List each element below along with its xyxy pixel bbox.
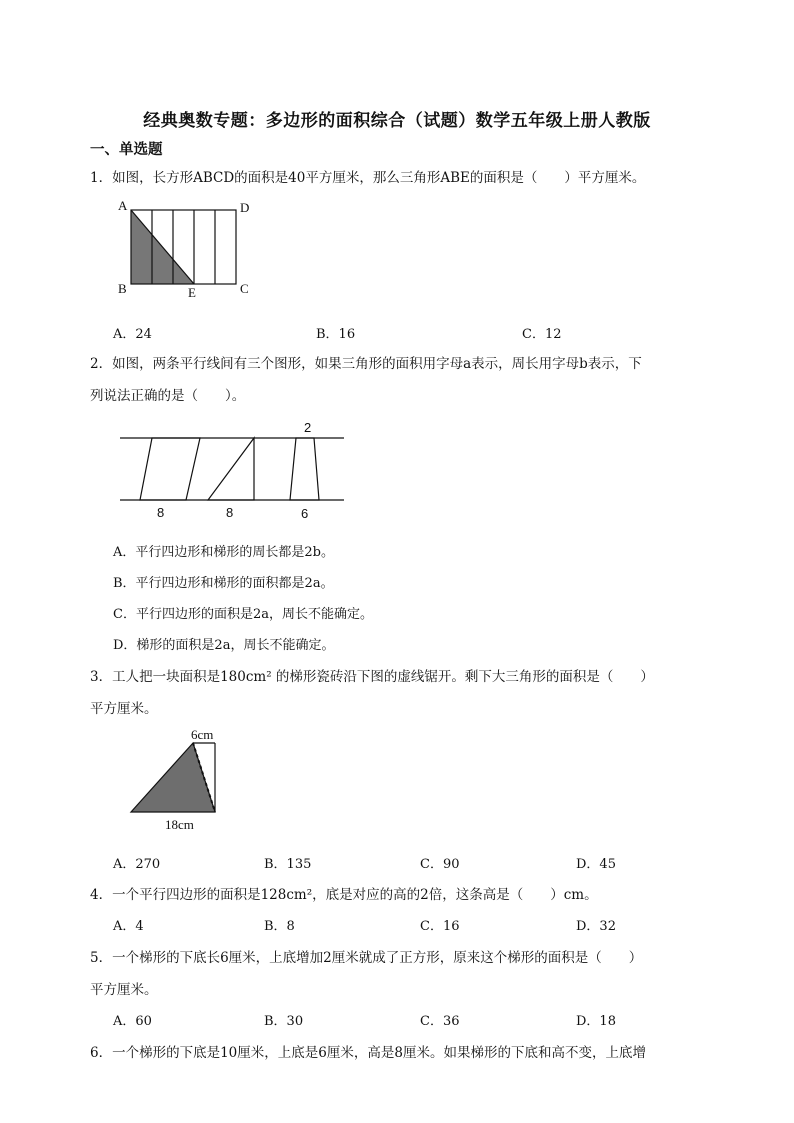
question-4-text: 4．一个平行四边形的面积是128cm²，底是对应的高的2倍，这条高是（ ）cm。 [90, 887, 598, 903]
q2-option-d[interactable]: D．梯形的面积是2a，周长不能确定。 [113, 638, 335, 653]
q4-option-a[interactable]: A．4 [113, 919, 144, 934]
label-d: D [240, 200, 250, 215]
label-parallelogram-base: 8 [157, 505, 165, 520]
question-3-line-1: 3．工人把一块面积是180cm² 的梯形瓷砖沿下图的虚线锯开。剩下大三角形的面积是（ ） [90, 669, 654, 685]
question-2-figure [118, 416, 348, 526]
question-2-line-2: 列说法正确的是（ ）。 [90, 388, 246, 404]
q1-option-c[interactable]: C．12 [522, 327, 562, 342]
section-heading: 一、单选题 [90, 141, 163, 158]
label-bottom-18cm: 18cm [165, 817, 194, 832]
page-title: 经典奥数专题：多边形的面积综合（试题）数学五年级上册人教版 [143, 111, 651, 131]
question-3-figure [125, 726, 235, 836]
question-6-text: 6．一个梯形的下底是10厘米，上底是6厘米，高是8厘米。如果梯形的下底和高不变，上底增 [90, 1045, 646, 1061]
label-top-2: 2 [304, 420, 312, 435]
q5-option-a[interactable]: A．60 [113, 1014, 152, 1029]
q2-option-c[interactable]: C．平行四边形的面积是2a，周长不能确定。 [113, 607, 373, 622]
triangle [208, 438, 254, 500]
q5-option-c[interactable]: C．36 [420, 1014, 460, 1029]
q5-option-b[interactable]: B．30 [264, 1014, 304, 1029]
label-e: E [188, 285, 196, 300]
large-triangle [131, 743, 215, 812]
label-top-6cm: 6cm [191, 727, 214, 742]
q5-option-d[interactable]: D．18 [576, 1014, 616, 1029]
q1-option-b[interactable]: B．16 [316, 327, 356, 342]
parallelogram [140, 438, 200, 500]
label-triangle-base: 8 [226, 505, 234, 520]
q3-option-b[interactable]: B．135 [264, 857, 312, 872]
question-5-line-1: 5．一个梯形的下底长6厘米，上底增加2厘米就成了正方形，原来这个梯形的面积是（ ） [90, 950, 643, 966]
question-1-figure [110, 196, 270, 306]
question-5-line-2: 平方厘米。 [90, 982, 158, 998]
label-b: B [118, 281, 127, 296]
label-a: A [118, 198, 128, 213]
question-3-line-2: 平方厘米。 [90, 701, 158, 717]
question-2-line-1: 2．如图，两条平行线间有三个图形，如果三角形的面积用字母a表示，周长用字母b表示，下 [90, 356, 642, 372]
q3-option-d[interactable]: D．45 [576, 857, 616, 872]
label-c: C [240, 281, 249, 296]
q2-option-a[interactable]: A．平行四边形和梯形的周长都是2b。 [113, 545, 334, 560]
label-trapezoid-base: 6 [301, 506, 309, 521]
question-1-text: 1．如图，长方形ABCD的面积是40平方厘米，那么三角形ABE的面积是（ ）平方厘米。 [90, 170, 646, 186]
q4-option-b[interactable]: B．8 [264, 919, 295, 934]
q3-option-c[interactable]: C．90 [420, 857, 460, 872]
q2-option-b[interactable]: B．平行四边形和梯形的面积都是2a。 [113, 576, 334, 591]
q4-option-d[interactable]: D．32 [576, 919, 616, 934]
q4-option-c[interactable]: C．16 [420, 919, 460, 934]
q1-option-a[interactable]: A．24 [113, 327, 152, 342]
q3-option-a[interactable]: A．270 [113, 857, 161, 872]
trapezoid [290, 438, 319, 500]
